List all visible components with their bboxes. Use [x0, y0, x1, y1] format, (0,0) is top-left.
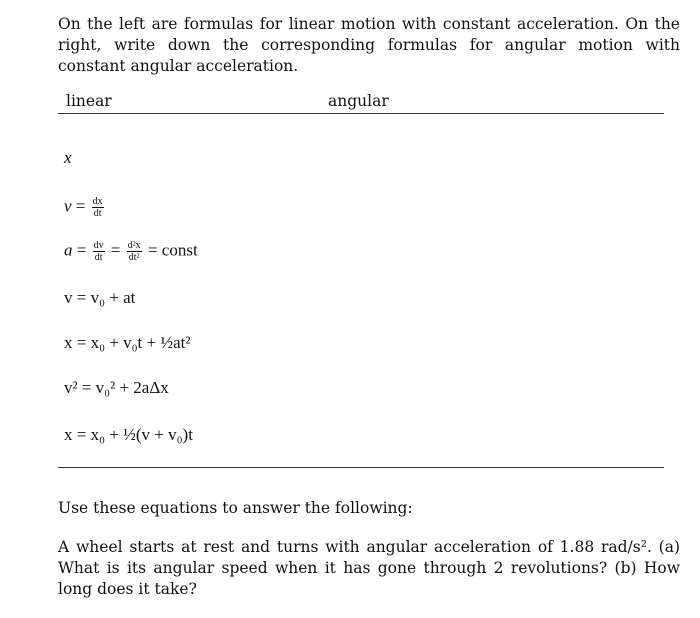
fraction-dx-dt: $\frac{dx}{dt}$ — [92, 196, 103, 219]
intro-paragraph: On the left are formulas for linear motion with constant acceleration. On the right, write down the corresponding formulas for angular motion with constant angular acceleration. — [58, 15, 680, 75]
problem-statement: A wheel starts at rest and turns with angular acceleration of 1.88 rad/s². (a) What is its angular speed when it has gone through 2 revolutions? (b) How long does it take? — [58, 538, 680, 598]
table-bottom-rule — [58, 467, 664, 468]
formula-velocity-time: v = v₀ + at — [64, 288, 136, 307]
column-header-linear: linear — [66, 92, 112, 110]
formula-position: x — [64, 148, 72, 167]
formula-velocity-displacement: v² = v₀² + 2aΔx — [64, 378, 169, 397]
fraction-dv-dt: $\frac{dv}{dt}$ — [93, 240, 104, 263]
formula-average-velocity: x = x₀ + ½(v + v₀)t — [64, 425, 193, 444]
formula-position-time: x = x₀ + v₀t + ½at² — [64, 333, 191, 352]
formula-velocity-definition: v = $\frac{dx}{dt}$ — [64, 196, 103, 219]
formula-acceleration-definition: a = $\frac{dv}{dt}$ = $\frac{\text{d²x}}{\text{dt²}}$ = const — [64, 240, 198, 263]
fraction-d2x-dt2: $\frac{\text{d²x}}{\text{dt²}}$ — [127, 240, 141, 263]
instruction-text: Use these equations to answer the following: — [58, 499, 413, 517]
table-header-rule — [58, 113, 664, 114]
column-header-angular: angular — [328, 92, 389, 110]
